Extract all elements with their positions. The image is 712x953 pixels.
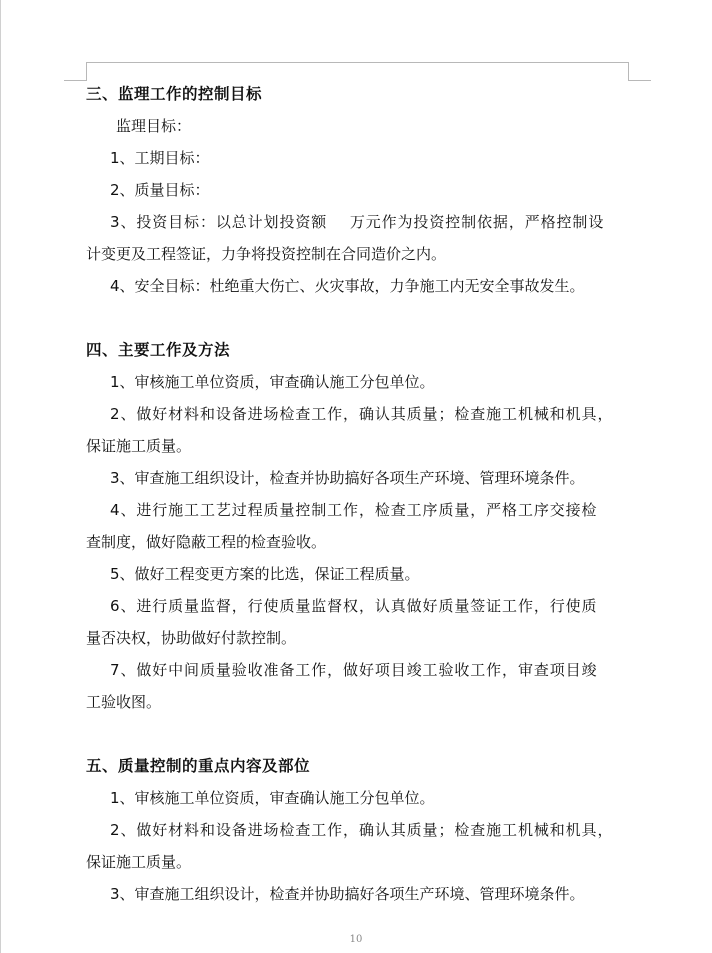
list-item: 4、进行施工工艺过程质量控制工作，检查工序质量，严格工序交接检 <box>110 501 598 519</box>
list-item-continuation: 保证施工质量。 <box>86 853 192 871</box>
list-item: 6、进行质量监督，行使质量监督权，认真做好质量签证工作，行使质 <box>110 597 598 615</box>
document-body <box>86 78 634 910</box>
list-item: 4、安全目标：杜绝重大伤亡、火灾事故，力争施工内无安全事故发生。 <box>110 277 585 295</box>
list-item: 2、质量目标： <box>110 181 210 199</box>
list-item-continuation: 查制度，做好隐蔽工程的检查验收。 <box>86 533 327 551</box>
list-item-continuation: 计变更及工程签证，力争将投资控制在合同造价之内。 <box>86 245 447 263</box>
list-item: 3、审查施工组织设计，检查并协助搞好各项生产环境、管理环境条件。 <box>110 885 585 903</box>
list-item: 2、做好材料和设备进场检查工作，确认其质量；检查施工机械和机具， <box>110 821 614 839</box>
list-item-continuation: 工验收图。 <box>86 693 162 711</box>
section-heading-5: 五、质量控制的重点内容及部位 <box>86 757 311 775</box>
page-number: 10 <box>349 934 363 945</box>
header-margin-line <box>86 62 629 63</box>
section-heading-4: 四、主要工作及方法 <box>86 341 231 359</box>
section-heading-3: 三、监理工作的控制目标 <box>86 85 263 103</box>
crop-mark-left-horizontal <box>64 80 86 81</box>
paragraph: 监理目标： <box>116 117 192 135</box>
list-item: 7、做好中间质量验收准备工作，做好项目竣工验收工作，审查项目竣 <box>110 661 598 679</box>
list-item-continuation: 保证施工质量。 <box>86 437 192 455</box>
list-item: 3、审查施工组织设计，检查并协助搞好各项生产环境、管理环境条件。 <box>110 469 585 487</box>
list-item-continuation: 量否决权，协助做好付款控制。 <box>86 629 297 647</box>
list-item: 1、审核施工单位资质，审查确认施工分包单位。 <box>110 789 435 807</box>
page-edge <box>0 0 1 953</box>
list-item: 1、工期目标： <box>110 149 210 167</box>
list-item: 3、投资目标：以总计划投资额 万元作为投资控制依据，严格控制设 <box>110 213 605 231</box>
list-item: 1、审核施工单位资质，审查确认施工分包单位。 <box>110 373 435 391</box>
list-item: 5、做好工程变更方案的比选，保证工程质量。 <box>110 565 420 583</box>
list-item: 2、做好材料和设备进场检查工作，确认其质量；检查施工机械和机具， <box>110 405 614 423</box>
